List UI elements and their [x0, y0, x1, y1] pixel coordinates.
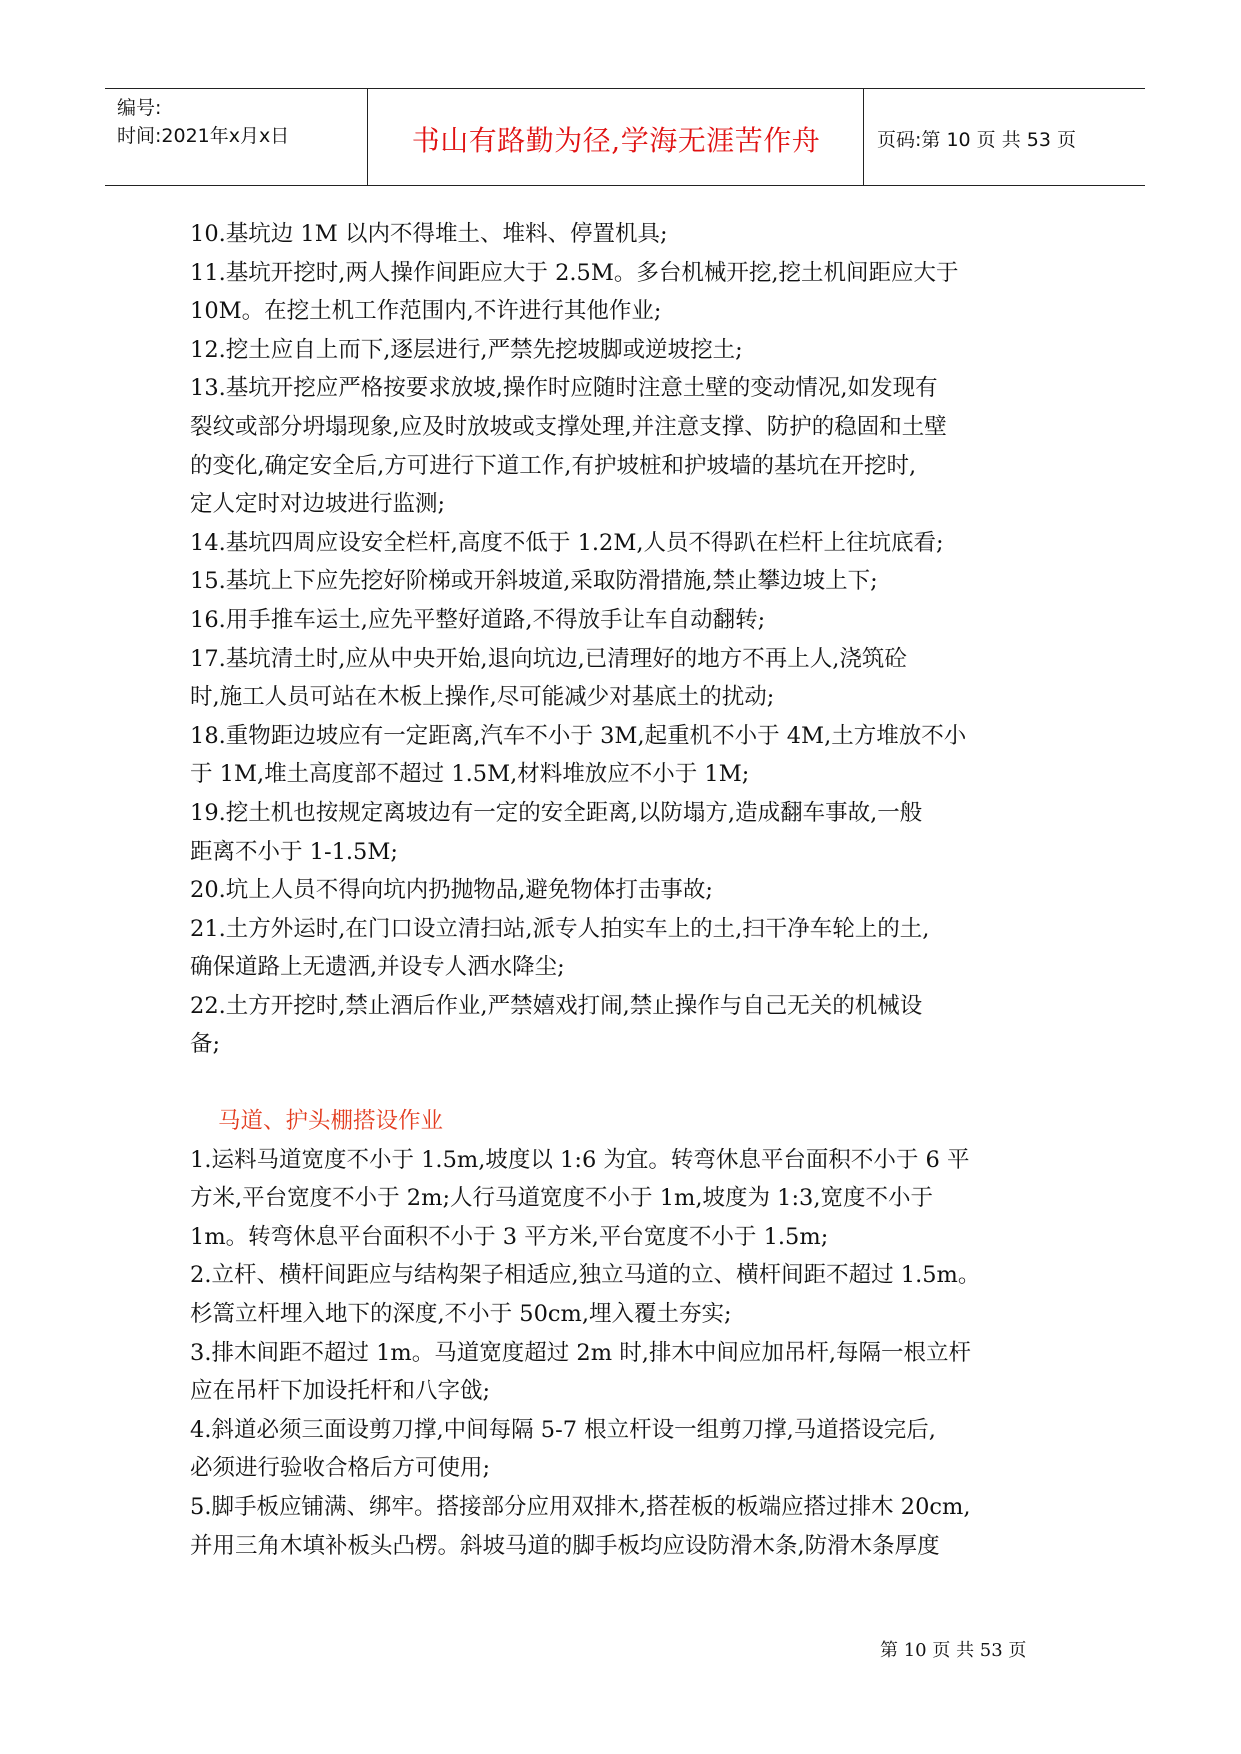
text-line: 的变化,确定安全后,方可进行下道工作,有护坡桩和护坡墙的基坑在开挖时,: [190, 452, 917, 479]
text-line: 1m。转弯休息平台面积不小于 3 平方米,平台宽度不小于 1.5m;: [190, 1223, 829, 1250]
text-line: 2.立杆、横杆间距应与结构架子相适应,独立马道的立、横杆间距不超过 1.5m。: [190, 1262, 981, 1289]
text-line: 1.运料马道宽度不小于 1.5m,坡度以 1:6 为宜。转弯休息平台面积不小于 6 平: [190, 1146, 970, 1173]
text-line: 距离不小于 1-1.5M;: [190, 838, 398, 865]
header-motto-cell: [369, 89, 864, 185]
text-line: 21.土方外运时,在门口设立清扫站,派专人拍实车上的土,扫干净车轮上的土,: [190, 915, 930, 942]
text-line: 19.挖土机也按规定离坡边有一定的安全距离,以防塌方,造成翻车事故,一般: [190, 799, 923, 826]
header-page-cell: [865, 89, 1145, 185]
text-line: 12.挖土应自上而下,逐层进行,严禁先挖坡脚或逆坡挖土;: [190, 336, 743, 363]
time-label: 时间:2021年x月x日: [117, 125, 290, 147]
motto: 书山有路勤为径,学海无涯苦作舟: [411, 124, 821, 157]
section-title: 马道、护头棚搭设作业: [218, 1108, 444, 1135]
text-line: 时,施工人员可站在木板上操作,尽可能减少对基底土的扰动;: [190, 684, 775, 711]
text-line: 22.土方开挖时,禁止酒后作业,严禁嬉戏打闹,禁止操作与自己无关的机械设: [190, 992, 923, 1019]
page-header: [105, 88, 1145, 186]
text-line: 必须进行验收合格后方可使用;: [190, 1455, 491, 1482]
text-line: 18.重物距边坡应有一定距离,汽车不小于 3M,起重机不小于 4M,土方堆放不小: [190, 722, 967, 749]
number-label: 编号:: [117, 97, 162, 119]
page-footer: 第 10 页 共 53 页: [880, 1640, 1027, 1661]
text-line: 定人定时对边坡进行监测;: [190, 491, 446, 518]
text-line: 10M。在挖土机工作范围内,不许进行其他作业;: [190, 298, 662, 325]
text-line: 裂纹或部分坍塌现象,应及时放坡或支撑处理,并注意支撑、防护的稳固和土壁: [190, 413, 947, 440]
text-line: 备;: [190, 1031, 221, 1058]
text-line: 方米,平台宽度不小于 2m;人行马道宽度不小于 1m,坡度为 1:3,宽度不小于: [190, 1185, 934, 1212]
ramp-rules-list: [190, 1141, 1070, 1566]
text-line: 11.基坑开挖时,两人操作间距应大于 2.5M。多台机械开挖,挖土机间距应大于: [190, 259, 959, 286]
text-line: 15.基坑上下应先挖好阶梯或开斜坡道,采取防滑措施,禁止攀边坡上下;: [190, 568, 878, 595]
text-line: 5.脚手板应铺满、绑牢。搭接部分应用双排木,搭茬板的板端应搭过排木 20cm,: [190, 1494, 971, 1520]
text-line: 3.排木间距不超过 1m。马道宽度超过 2m 时,排木中间应加吊杆,每隔一根立杆: [190, 1339, 972, 1366]
text-line: 确保道路上无遗洒,并设专人洒水降尘;: [190, 954, 565, 981]
page-info: 页码:第 10 页 共 53 页: [877, 129, 1076, 151]
header-meta-cell: [105, 89, 368, 185]
text-line: 20.坑上人员不得向坑内扔抛物品,避免物体打击事故;: [190, 877, 714, 904]
text-line: 10.基坑边 1M 以内不得堆土、堆料、停置机具;: [190, 221, 668, 247]
text-line: 13.基坑开挖应严格按要求放坡,操作时应随时注意土壁的变动情况,如发现有: [190, 375, 938, 402]
text-line: 于 1M,堆土高度部不超过 1.5M,材料堆放应不小于 1M;: [190, 761, 750, 788]
text-line: 并用三角木填补板头凸楞。斜坡马道的脚手板均应设防滑木条,防滑木条厚度: [190, 1532, 940, 1559]
section-gap: [190, 1064, 1070, 1102]
document-body: [190, 215, 1070, 1565]
text-line: 17.基坑清土时,应从中央开始,退向坑边,已清理好的地方不再上人,浇筑砼: [190, 645, 907, 672]
text-line: 16.用手推车运土,应先平整好道路,不得放手让车自动翻转;: [190, 606, 766, 633]
text-line: 应在吊杆下加设托杆和八字戗;: [190, 1378, 491, 1405]
safety-rules-list: [190, 215, 1070, 1064]
text-line: 4.斜道必须三面设剪刀撑,中间每隔 5-7 根立杆设一组剪刀撑,马道搭设完后,: [190, 1416, 936, 1443]
text-line: 杉篙立杆埋入地下的深度,不小于 50cm,埋入覆土夯实;: [190, 1301, 732, 1328]
text-line: 14.基坑四周应设安全栏杆,高度不低于 1.2M,人员不得趴在栏杆上往坑底看;: [190, 529, 944, 556]
